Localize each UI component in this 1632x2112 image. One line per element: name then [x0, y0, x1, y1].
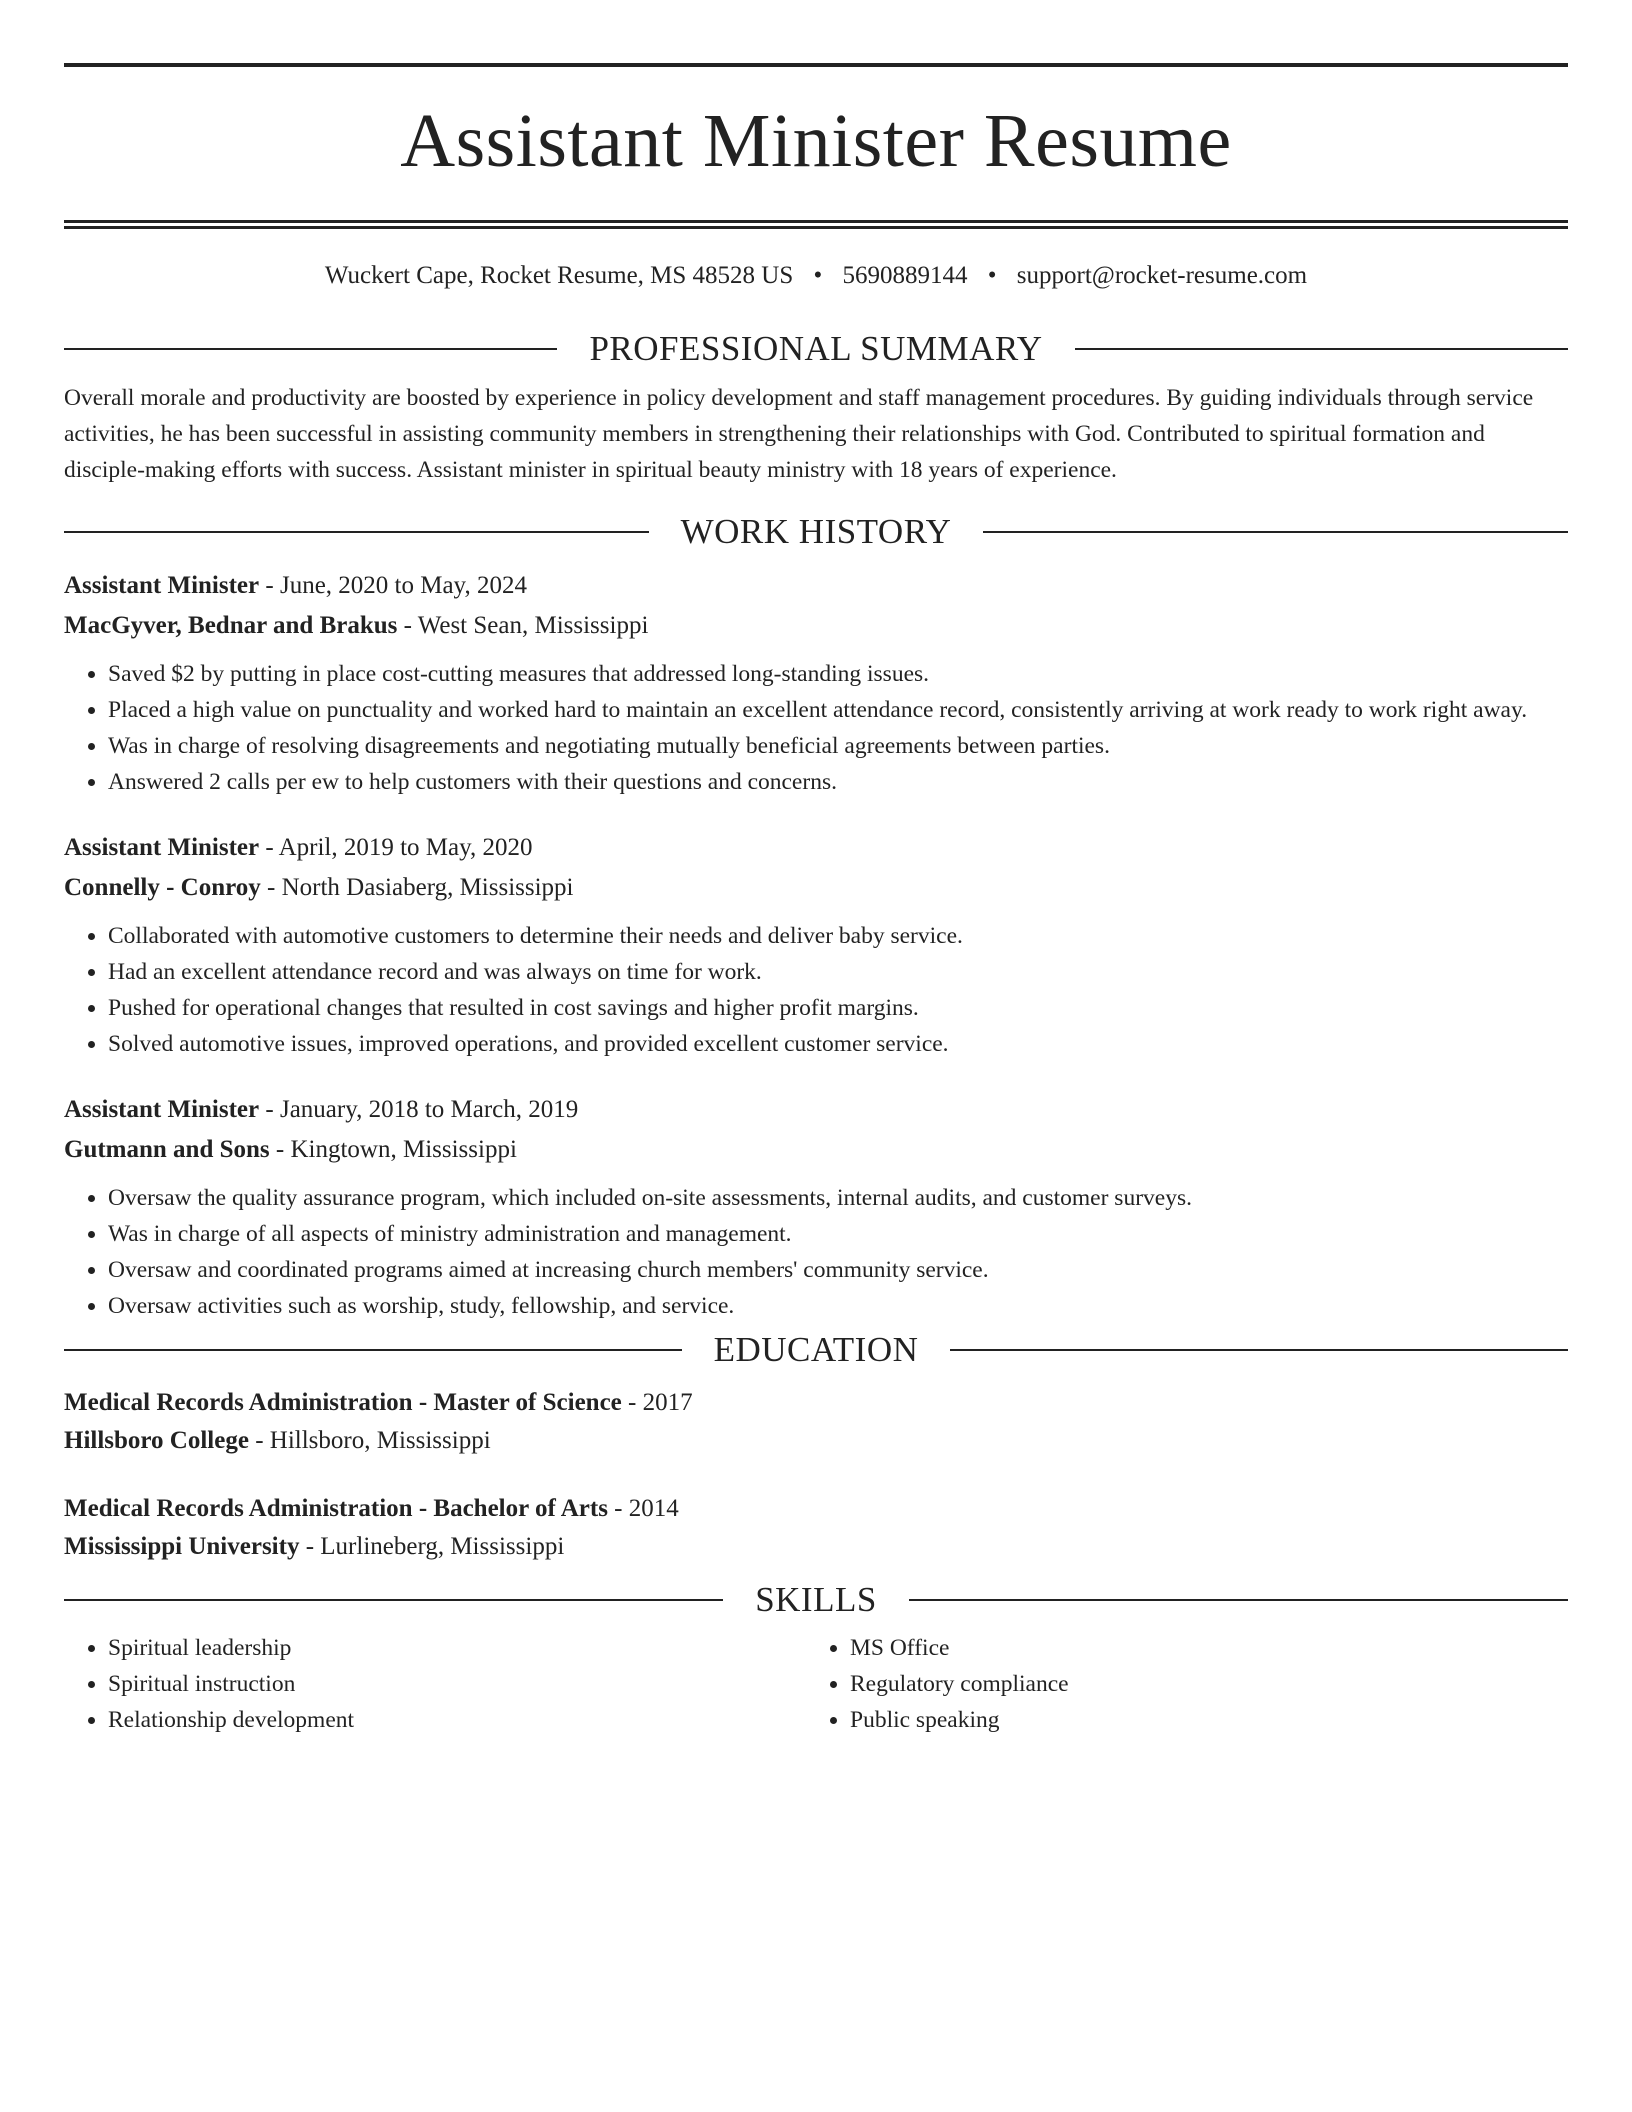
job-title: Assistant Minister — [64, 1095, 260, 1123]
education-year: - 2017 — [621, 1388, 693, 1416]
job-dates: - April, 2019 to May, 2020 — [259, 833, 533, 861]
skill-item: • Public speaking — [850, 1702, 1548, 1738]
list-item: • Oversaw the quality assurance program, which included on-site assessments, internal audits, and customer surveys. — [108, 1180, 1568, 1216]
job-company: Connelly - Conroy — [64, 873, 261, 901]
section-rule — [983, 531, 1568, 533]
skill-item: • Spiritual leadership — [108, 1630, 806, 1666]
job-title-line — [64, 828, 1568, 868]
job-company-line — [64, 606, 1568, 646]
list-item: • Was in charge of resolving disagreements and negotiating mutually beneficial agreements between parties. — [108, 728, 1568, 764]
contact-separator: • — [987, 262, 997, 289]
list-item: • Placed a high value on punctuality and worked hard to maintain an excellent attendance record, consistently arriving at work ready to work right away. — [108, 692, 1568, 728]
top-rule — [64, 63, 1568, 67]
education-entry — [64, 1490, 1568, 1566]
job-company: MacGyver, Bednar and Brakus — [64, 611, 398, 639]
section-rule — [1075, 348, 1568, 350]
section-title-skills: SKILLS — [755, 1579, 877, 1619]
list-item: • Solved automotive issues, improved operations, and provided excellent customer service. — [108, 1026, 1568, 1062]
education-school: Hillsboro College — [64, 1426, 249, 1454]
job-dates: - January, 2018 to March, 2019 — [259, 1095, 579, 1123]
education-school: Mississippi University — [64, 1532, 300, 1560]
list-item: • Pushed for operational changes that resulted in cost savings and higher profit margins. — [108, 990, 1568, 1026]
list-item: • Oversaw and coordinated programs aimed at increasing church members' community service. — [108, 1252, 1568, 1288]
section-rule — [950, 1349, 1568, 1351]
section-title-work: WORK HISTORY — [680, 511, 952, 551]
section-title-summary: PROFESSIONAL SUMMARY — [589, 329, 1043, 368]
skills-columns — [64, 1630, 1568, 1738]
job-entry — [64, 1090, 1568, 1324]
section-header-work — [64, 512, 1568, 552]
section-header-education — [64, 1330, 1568, 1370]
job-location: - North Dasiaberg, Mississippi — [260, 873, 574, 901]
education-degree-line — [64, 1490, 1568, 1528]
job-title-line — [64, 1090, 1568, 1130]
section-title-education: EDUCATION — [713, 1329, 919, 1369]
education-location: - Hillsboro, Mississippi — [248, 1426, 491, 1454]
skill-item: • MS Office — [850, 1630, 1548, 1666]
job-entry — [64, 566, 1568, 800]
contact-separator: • — [813, 262, 823, 289]
section-rule — [909, 1599, 1568, 1601]
job-dates: - June, 2020 to May, 2024 — [259, 571, 527, 599]
section-header-summary — [64, 329, 1568, 369]
skill-item: • Relationship development — [108, 1702, 806, 1738]
job-company-line — [64, 1130, 1568, 1170]
skills-list-right — [806, 1630, 1548, 1738]
education-year: - 2014 — [607, 1494, 679, 1522]
list-item: • Collaborated with automotive customers to determine their needs and deliver baby service. — [108, 918, 1568, 954]
job-entry — [64, 828, 1568, 1062]
list-item: • Had an excellent attendance record and was always on time for work. — [108, 954, 1568, 990]
education-degree-line — [64, 1384, 1568, 1422]
education-school-line — [64, 1422, 1568, 1460]
resume-title: Assistant Minister Resume — [400, 99, 1232, 183]
job-bullets — [64, 1180, 1568, 1324]
skills-list-left — [64, 1630, 806, 1738]
title-double-rule — [64, 220, 1568, 229]
education-entry — [64, 1384, 1568, 1460]
education-location: - Lurlineberg, Mississippi — [299, 1532, 565, 1560]
job-bullets — [64, 656, 1568, 800]
contact-phone: 5690889144 — [842, 262, 968, 289]
section-rule — [64, 1599, 723, 1601]
list-item: • Was in charge of all aspects of ministry administration and management. — [108, 1216, 1568, 1252]
education-degree: Medical Records Administration - Bachelor of Arts — [64, 1494, 608, 1522]
job-title: Assistant Minister — [64, 833, 260, 861]
section-rule — [64, 1349, 682, 1351]
job-company-line — [64, 868, 1568, 908]
contact-address: Wuckert Cape, Rocket Resume, MS 48528 US — [324, 262, 794, 289]
skill-item: • Regulatory compliance — [850, 1666, 1548, 1702]
education-school-line — [64, 1528, 1568, 1566]
contact-email: support@rocket-resume.com — [1016, 262, 1308, 289]
section-rule — [64, 531, 649, 533]
job-location: - Kingtown, Mississippi — [269, 1135, 517, 1163]
education-degree: Medical Records Administration - Master of Science — [64, 1388, 622, 1416]
job-bullets — [64, 918, 1568, 1062]
list-item: • Oversaw activities such as worship, study, fellowship, and service. — [108, 1288, 1568, 1324]
job-company: Gutmann and Sons — [64, 1135, 270, 1163]
skill-item: • Spiritual instruction — [108, 1666, 806, 1702]
summary-paragraph: Overall morale and productivity are boosted by experience in policy development and staff management procedures. By guiding individuals through service activities, he has been successful in assisting community members in strengthening their relationships with God. Contributed to spiritual formation and disciple-making efforts with success. Assistant minister in spiritual beauty ministry with 18 years of experience. — [64, 385, 1534, 483]
list-item: • Saved $2 by putting in place cost-cutting measures that addressed long-standing issues. — [108, 656, 1568, 692]
section-rule — [64, 348, 557, 350]
section-header-skills — [64, 1580, 1568, 1620]
job-location: - West Sean, Mississippi — [397, 611, 649, 639]
list-item: • Answered 2 calls per ew to help customers with their questions and concerns. — [108, 764, 1568, 800]
contact-line — [64, 259, 1568, 293]
job-title-line — [64, 566, 1568, 606]
job-title: Assistant Minister — [64, 571, 260, 599]
